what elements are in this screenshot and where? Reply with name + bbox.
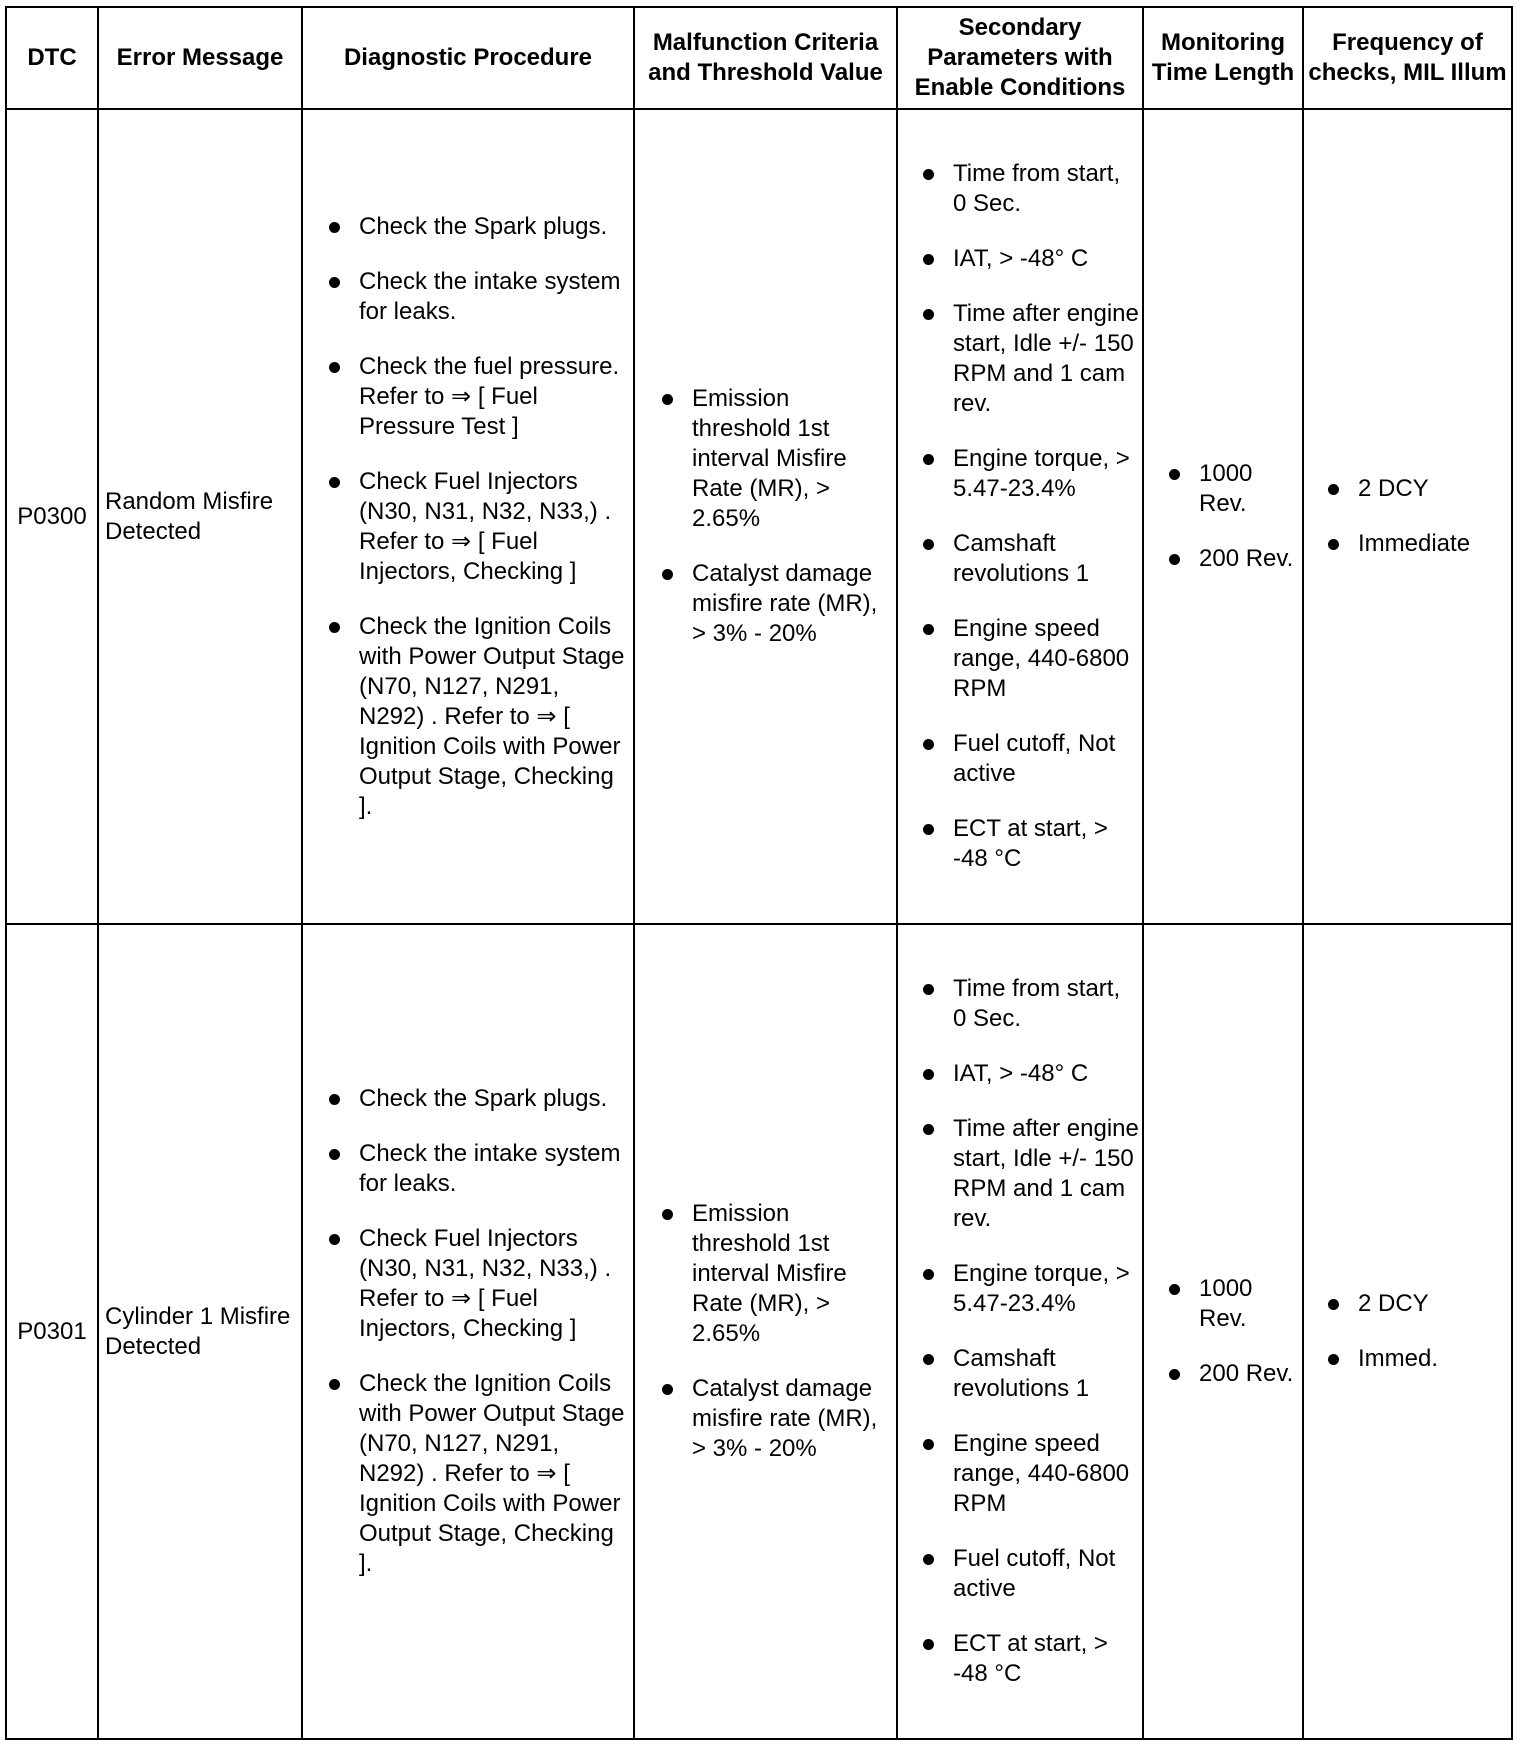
parameter-item: Fuel cutoff, Not active [953,1544,1140,1604]
error-message: Cylinder 1 Misfire Detected [98,924,302,1739]
criteria-item: Emission threshold 1st interval Misfire Rate (MR), > 2.65% [692,1199,890,1349]
error-message: Random Misfire Detected [98,109,302,924]
criteria-list [635,384,896,649]
monitoring-time-cell [1143,109,1303,924]
frequency-item: 2 DCY [1358,474,1505,504]
header-secondary-parameters: Secondary Parameters with Enable Conditions [897,7,1143,109]
diagnostic-procedure-cell [302,924,634,1739]
procedure-list [303,212,633,822]
dtc-code: P0301 [6,924,98,1739]
frequency-cell [1303,109,1512,924]
criteria-item: Emission threshold 1st interval Misfire Rate (MR), > 2.65% [692,384,890,534]
procedure-step: Check the Spark plugs. [359,212,627,242]
monitoring-list [1144,459,1302,574]
monitoring-item: 1000 Rev. [1199,459,1296,519]
parameter-item: Fuel cutoff, Not active [953,729,1140,789]
malfunction-criteria-cell [634,109,897,924]
procedure-step: Check the intake system for leaks. [359,267,627,327]
procedure-step: Check the Ignition Coils with Power Output Stage (N70, N127, N291, N292) . Refer to ⇒ [ Ignition Coils with Power Output Stage, Checking ]. [359,612,627,822]
parameters-list [898,974,1142,1689]
diagnostic-procedure-cell [302,109,634,924]
parameters-list [898,159,1142,874]
frequency-item: Immediate [1358,529,1505,559]
header-frequency: Frequency of checks, MIL Illum [1303,7,1512,109]
parameter-item: Engine speed range, 440-6800 RPM [953,1429,1140,1519]
header-dtc: DTC [6,7,98,109]
parameter-item: Engine torque, > 5.47-23.4% [953,1259,1140,1319]
criteria-list [635,1199,896,1464]
parameter-item: Time after engine start, Idle +/- 150 RPM and 1 cam rev. [953,1115,1139,1232]
secondary-parameters-cell [897,924,1143,1739]
frequency-item: 2 DCY [1358,1289,1505,1319]
parameter-item: Time after engine start, Idle +/- 150 RPM and 1 cam rev. [953,300,1139,417]
header-row [6,7,1512,109]
parameter-item: Camshaft revolutions 1 [953,1344,1140,1404]
procedure-step: Check the intake system for leaks. [359,1139,627,1199]
secondary-parameters-cell [897,109,1143,924]
monitoring-item: 1000 Rev. [1199,1274,1296,1334]
table-row [6,109,1512,924]
procedure-step: Check Fuel Injectors (N30, N31, N32, N33,) . Refer to ⇒ [ Fuel Injectors, Checking ] [359,1224,627,1344]
procedure-step: Check the Spark plugs. [359,1084,627,1114]
frequency-item: Immed. [1358,1344,1505,1374]
criteria-item: Catalyst damage misfire rate (MR), > 3% - 20% [692,559,890,649]
header-malfunction-criteria: Malfunction Criteria and Threshold Value [634,7,897,109]
parameter-item: Engine speed range, 440-6800 RPM [953,614,1140,704]
monitoring-item: 200 Rev. [1199,1359,1296,1389]
parameter-item: IAT, > -48° C [953,1059,1140,1089]
header-error-message: Error Message [98,7,302,109]
parameter-item: ECT at start, > -48 °C [953,814,1140,874]
table-row [6,924,1512,1739]
monitoring-item: 200 Rev. [1199,544,1296,574]
parameter-item: IAT, > -48° C [953,244,1140,274]
monitoring-time-cell [1143,924,1303,1739]
monitoring-list [1144,1274,1302,1389]
procedure-step: Check the fuel pressure. Refer to ⇒ [ Fuel Pressure Test ] [359,352,627,442]
procedure-list [303,1084,633,1579]
malfunction-criteria-cell [634,924,897,1739]
dtc-code: P0300 [6,109,98,924]
frequency-list [1304,1289,1511,1374]
header-diagnostic-procedure: Diagnostic Procedure [302,7,634,109]
frequency-cell [1303,924,1512,1739]
procedure-step: Check the Ignition Coils with Power Output Stage (N70, N127, N291, N292) . Refer to ⇒ [ Ignition Coils with Power Output Stage, Checking ]. [359,1369,627,1579]
header-monitoring-time: Monitoring Time Length [1143,7,1303,109]
parameter-item: Time from start, 0 Sec. [953,159,1140,219]
parameter-item: Engine torque, > 5.47-23.4% [953,444,1140,504]
parameter-item: Camshaft revolutions 1 [953,529,1140,589]
procedure-step: Check Fuel Injectors (N30, N31, N32, N33,) . Refer to ⇒ [ Fuel Injectors, Checking ] [359,467,627,587]
frequency-list [1304,474,1511,559]
parameter-item: Time from start, 0 Sec. [953,974,1140,1034]
criteria-item: Catalyst damage misfire rate (MR), > 3% - 20% [692,1374,890,1464]
parameter-item: ECT at start, > -48 °C [953,1629,1140,1689]
dtc-table [5,6,1513,1740]
